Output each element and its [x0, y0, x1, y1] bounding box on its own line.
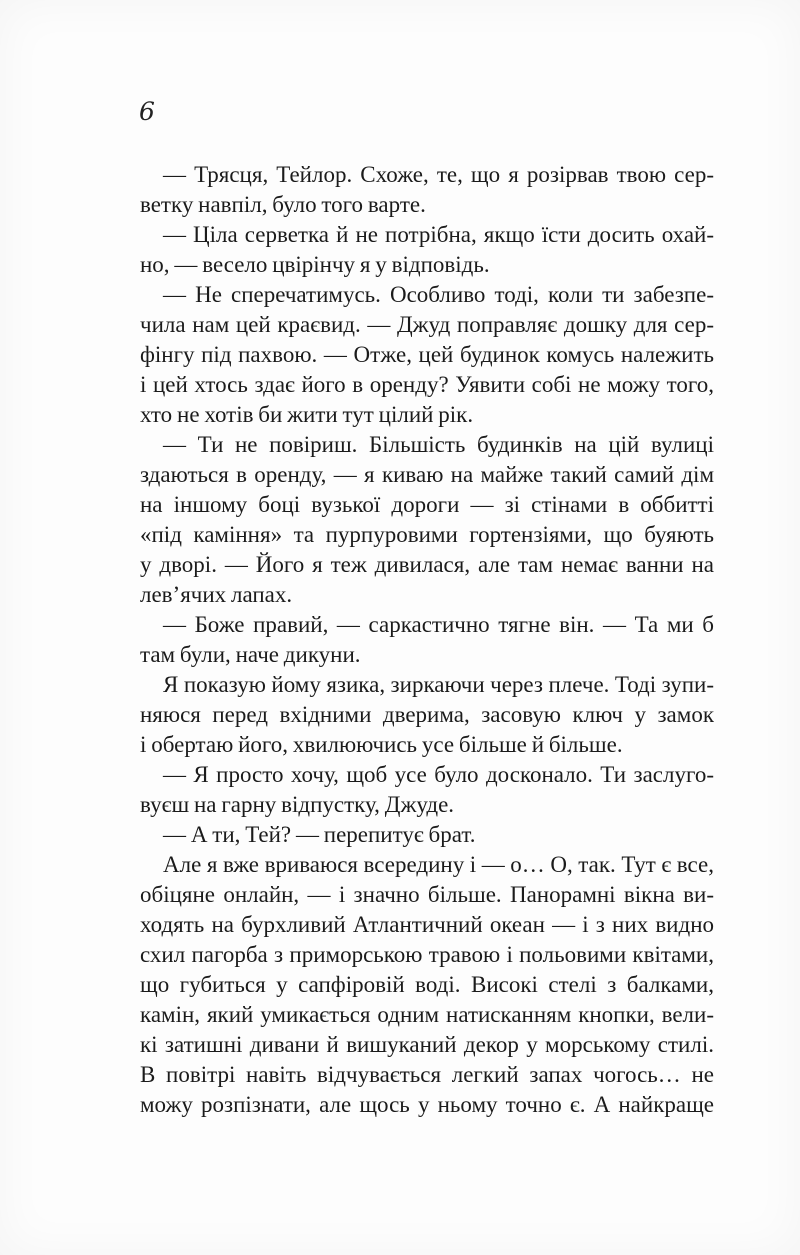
text-line: — Не сперечатимусь. Особливо тоді, коли ти забезпе-	[163, 282, 714, 307]
text-line: — А ти, Тей? — перепитує брат.	[163, 822, 476, 847]
text-line: — Трясця, Тейлор. Схоже, те, що я розірвав твою сер-	[163, 162, 714, 187]
text-line: Я показую йому язика, зиркаючи через плече. Тоді зупи-	[163, 672, 714, 697]
text-line: В повітрі навіть відчувається легкий запах чогось… не	[140, 1062, 714, 1087]
text-line: і цей хтось здає його в оренду? Уявити собі не можу того,	[140, 372, 714, 397]
text-line: вуєш на гарну відпустку, Джуде.	[140, 792, 455, 817]
text-line: що губиться у сапфіровій воді. Високі стелі з балками,	[140, 972, 714, 997]
text-line: там були, наче дикуни.	[140, 642, 361, 667]
text-line: на іншому боці вузької дороги — зі стінами в оббитті	[140, 492, 714, 517]
text-line: Але я вже вриваюся всередину і — о… О, так. Тут є все,	[163, 852, 714, 877]
text-line: обіцяне онлайн, — і значно більше. Панорамні вікна ви-	[140, 882, 714, 907]
text-line: ходять на бурхливий Атлантичний океан — і з них видно	[140, 912, 714, 937]
text-line: кі затишні дивани й вишуканий декор у морському стилі.	[140, 1032, 714, 1057]
text-line: чила нам цей краєвид. — Джуд поправляє дошку для сер-	[140, 312, 714, 337]
text-line: лев’ячих лапах.	[140, 582, 293, 607]
text-line: хто не хотів би жити тут цілий рік.	[140, 402, 474, 427]
text-line: у дворі. — Його я теж дивилася, але там немає ванни на	[140, 552, 714, 577]
text-line: фінгу під пахвою. — Отже, цей будинок комусь належить	[140, 342, 714, 367]
text-line: — Я просто хочу, щоб усе було досконало. Ти заслуго-	[163, 762, 714, 787]
text-line: — Боже правий, — саркастично тягне він. — Та ми б	[163, 612, 714, 637]
text-line: можу розпізнати, але щось у ньому точно є. А найкраще	[140, 1092, 714, 1117]
text-line: ветку навпіл, було того варте.	[140, 192, 426, 217]
text-line: но, — весело цвірінчу я у відповідь.	[140, 252, 490, 277]
text-line: і обертаю його, хвилюючись усе більше й більше.	[140, 732, 623, 757]
text-line: «під каміння» та пурпуровими гортензіями, що буяють	[140, 522, 714, 547]
text-line: камін, який умикається одним натисканням кнопки, вели-	[140, 1002, 714, 1027]
text-line: здаються в оренду, — я киваю на майже такий самий дім	[140, 462, 714, 487]
text-line: — Ти не повіриш. Більшість будинків на цій вулиці	[163, 432, 714, 457]
text-line: няюся перед вхідними дверима, засовую ключ у замок	[140, 702, 714, 727]
page-number: 6	[139, 97, 155, 126]
text-block	[140, 160, 714, 1120]
text-line: — Ціла серветка й не потрібна, якщо їсти досить охай-	[163, 222, 714, 247]
text-line: схил пагорба з приморською травою і польовими квітами,	[140, 942, 714, 967]
